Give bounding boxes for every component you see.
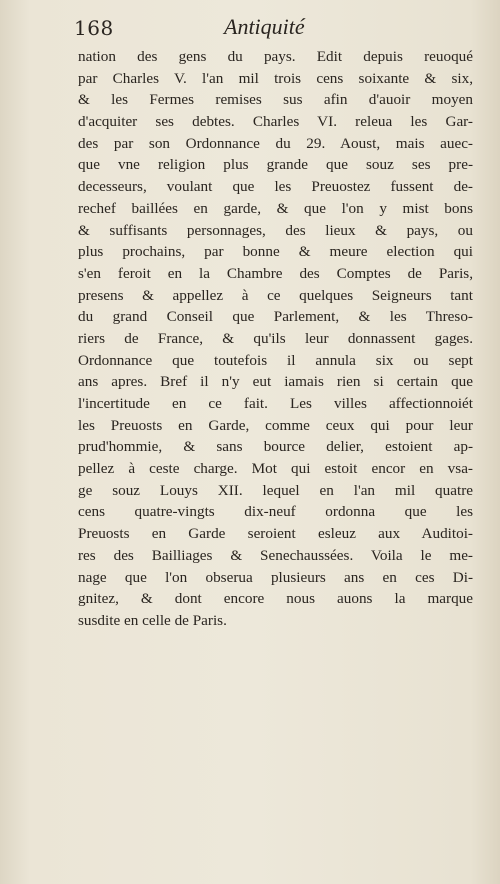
text-line: du grand Conseil que Parlement, & les Threso-	[78, 308, 473, 326]
text-line: ge souz Louys XII. lequel en l'an mil quatre	[78, 481, 473, 499]
text-line: Preuosts en Garde seroient esleuz aux Auditoi-	[78, 525, 473, 543]
text-line: riers de France, & qu'ils leur donnassent gages.	[78, 329, 473, 347]
text-line: l'incertitude en ce fait. Les villes affectionnoiét	[78, 395, 473, 412]
text-line: des par son Ordonnance du 29. Aoust, mais auec-	[78, 134, 473, 152]
page-header	[74, 14, 454, 44]
text-line: presens & appellez à ce quelques Seigneurs tant	[78, 286, 473, 304]
text-line: les Preuosts en Garde, comme ceux qui pour leur	[78, 416, 473, 434]
text-line: plus prochains, par bonne & meure election qui	[78, 243, 473, 261]
text-line: decesseurs, voulant que les Preuostez fussent de-	[78, 178, 473, 196]
text-line: d'acquiter ses debtes. Charles VI. releua les Gar-	[78, 113, 473, 131]
text-line: susdite en celle de Paris.	[78, 611, 227, 629]
running-head: Antiquité	[224, 14, 305, 39]
text-line: nation des gens du pays. Edit depuis reuoqué	[78, 48, 473, 65]
text-line: ans apres. Bref il n'y eut iamais rien si certain que	[78, 373, 473, 391]
text-line: prud'hommie, & sans bource delier, estoient ap-	[78, 438, 473, 456]
text-line: Ordonnance que toutefois il annula six ou sept	[78, 351, 473, 369]
text-line: cens quatre-vingts dix-neuf ordonna que les	[78, 503, 473, 521]
text-line: & les Fermes remises sus afin d'auoir moyen	[78, 91, 473, 109]
text-line: res des Bailliages & Senechaussées. Voila le me-	[78, 546, 473, 564]
text-line: par Charles V. l'an mil trois cens soixante & six,	[78, 69, 473, 87]
text-line: nage que l'on obserua plusieurs ans en ces Di-	[78, 568, 473, 586]
text-line: s'en feroit en la Chambre des Comptes de Paris,	[78, 264, 473, 282]
text-line: pellez à ceste charge. Mot qui estoit encor en vsa-	[78, 460, 473, 478]
body-text	[78, 46, 473, 632]
text-line: rechef baillées en garde, & que l'on y mist bons	[78, 199, 473, 217]
page-number: 168	[74, 16, 114, 40]
text-line: gnitez, & dont encore nous auons la marque	[78, 590, 473, 608]
text-line: & suffisants personnages, des lieux & pays, ou	[78, 221, 473, 239]
text-line: que vne religion plus grande que souz ses pre-	[78, 156, 473, 174]
